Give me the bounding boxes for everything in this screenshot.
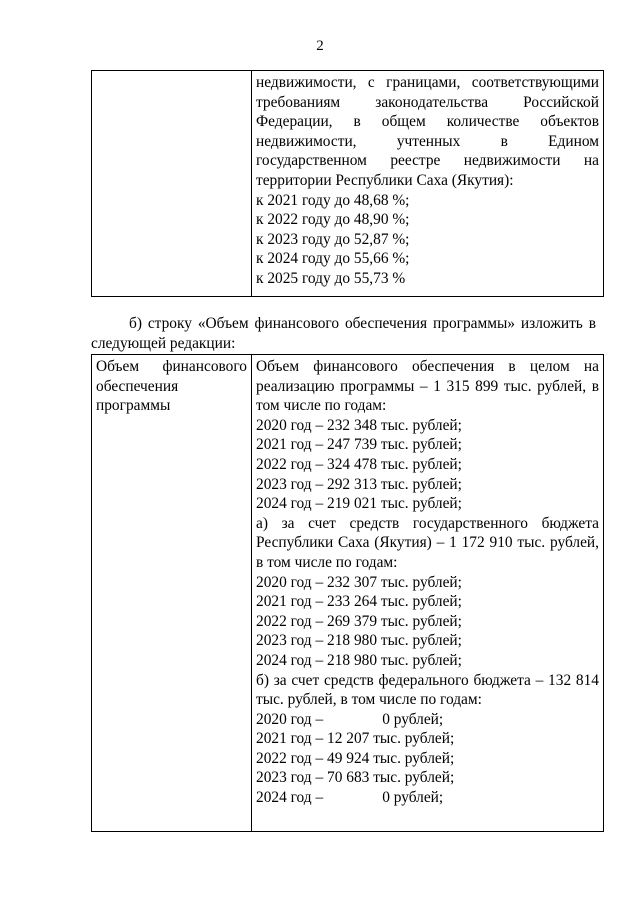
text-line: недвижимости, учтенных в Едином <box>256 132 599 150</box>
financing-value-cell <box>252 355 604 832</box>
year-line: 2024 год – 219 021 тыс. рублей; <box>256 495 462 513</box>
year-line: 2021 год – 247 739 тыс. рублей; <box>256 436 462 454</box>
text-line: недвижимости, с границами, соответствующими <box>256 74 599 91</box>
text-line: государственном реестре недвижимости на <box>256 152 599 170</box>
year-line: 2021 год – 233 264 тыс. рублей; <box>256 593 462 611</box>
year-line: 2022 год – 324 478 тыс. рублей; <box>256 455 462 473</box>
page-number: 2 <box>316 38 324 54</box>
target-2024: к 2024 году до 55,66 %; <box>256 250 410 268</box>
year-line-zero-2024 <box>256 788 599 808</box>
year-line: 2022 год – 49 924 тыс. рублей; <box>256 749 455 767</box>
table1-right-cell <box>252 71 604 297</box>
text-line: требованиям законодательства Российской <box>256 93 599 111</box>
table1-left-cell <box>92 71 252 297</box>
year-line-zero-2020 <box>256 710 599 730</box>
target-2022: к 2022 году до 48,90 %; <box>256 211 410 229</box>
amount-value: 0 рублей; <box>382 789 444 807</box>
target-2023: к 2023 году до 52,87 %; <box>256 230 410 248</box>
text-line: в том числе по годам: <box>256 553 398 571</box>
text-line: тыс. рублей, в том числе по годам: <box>256 691 482 709</box>
year-line: 2023 год – 292 313 тыс. рублей; <box>256 475 462 493</box>
paragraph-line: б) строку «Объем финансового обеспечения программы» изложить в <box>129 315 596 332</box>
text-line: Объем финансового обеспечения в целом на <box>256 358 599 375</box>
text-line: том числе по годам: <box>256 397 387 415</box>
text-line: реализацию программы – 1 315 899 тыс. рублей, в <box>256 377 599 395</box>
year-label: 2024 год – <box>256 789 324 807</box>
text-line: Республики Саха (Якутия) – 1 172 910 тыс. рублей, <box>256 534 599 552</box>
target-2021: к 2021 году до 48,68 %; <box>256 191 410 209</box>
target-2025: к 2025 году до 55,73 % <box>256 269 406 287</box>
amendment-paragraph <box>91 314 596 353</box>
year-line: 2022 год – 269 379 тыс. рублей; <box>256 612 462 630</box>
year-line: 2023 год – 218 980 тыс. рублей; <box>256 632 462 650</box>
year-label: 2020 год – <box>256 710 324 728</box>
year-line: 2020 год – 232 307 тыс. рублей; <box>256 573 462 591</box>
text-line: Федерации, в общем количестве объектов <box>256 113 599 131</box>
year-line: 2024 год – 218 980 тыс. рублей; <box>256 651 462 669</box>
text-line: а) за счет средств государственного бюджета <box>256 514 599 532</box>
financing-table <box>91 354 604 832</box>
indicators-table <box>91 70 604 297</box>
amount-value: 0 рублей; <box>382 710 444 728</box>
text-line: территории Республики Саха (Якутия): <box>256 171 514 189</box>
paragraph-line: следующей редакции: <box>91 334 236 352</box>
label-line: программы <box>96 397 171 415</box>
year-line: 2023 год – 70 683 тыс. рублей; <box>256 769 455 787</box>
year-line: 2020 год – 232 348 тыс. рублей; <box>256 416 462 434</box>
year-line: 2021 год – 12 207 тыс. рублей; <box>256 730 455 748</box>
label-line: Объем финансового <box>96 358 247 375</box>
text-line: б) за счет средств федерального бюджета – 132 814 <box>256 671 599 689</box>
financing-label-cell <box>92 355 252 832</box>
label-line: обеспечения <box>96 377 179 395</box>
